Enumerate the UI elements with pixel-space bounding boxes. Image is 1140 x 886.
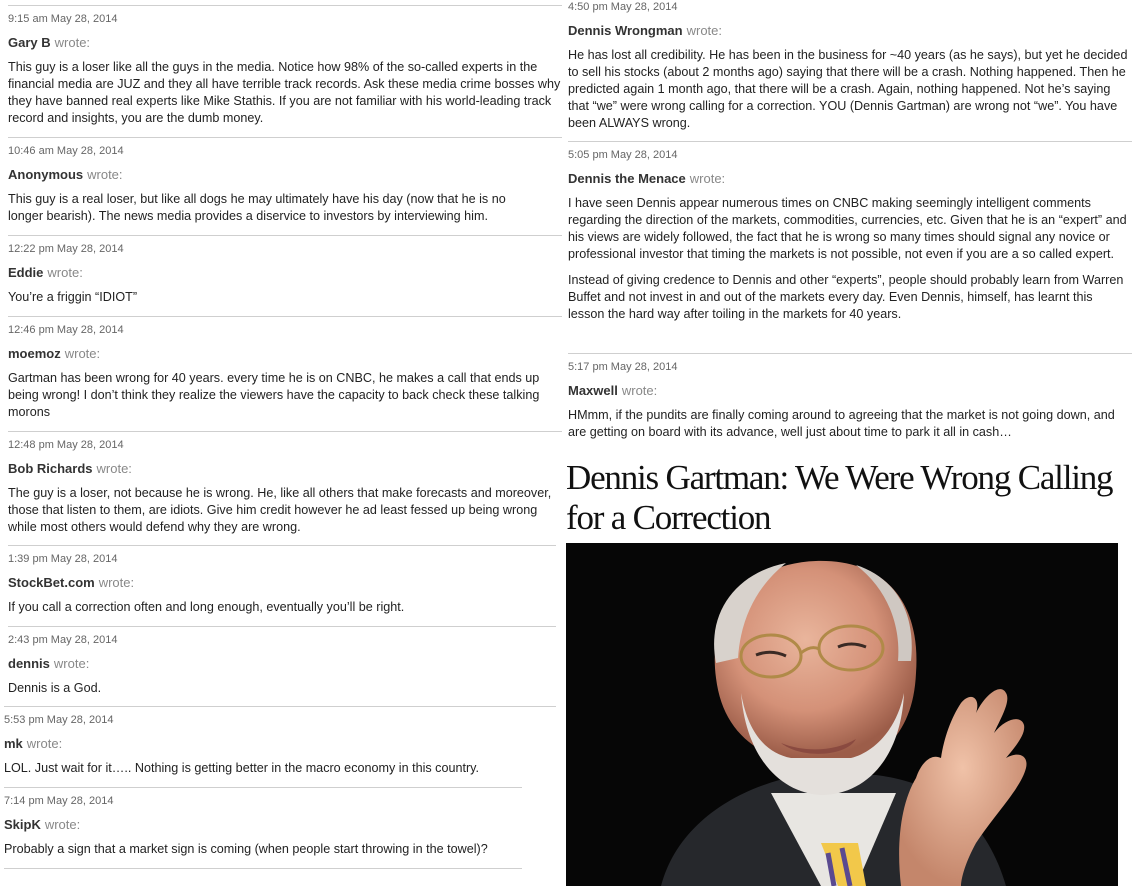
comment-item <box>8 137 562 235</box>
comment-timestamp: 12:22 pm May 28, 2014 <box>8 243 124 255</box>
comment-item <box>4 706 522 787</box>
comment-wrote-label: wrote: <box>54 35 91 50</box>
comment-author-line <box>8 35 90 50</box>
comment-timestamp: 12:46 pm May 28, 2014 <box>8 324 124 336</box>
comment-timestamp: 2:43 pm May 28, 2014 <box>8 634 118 646</box>
comment-body <box>568 47 1130 141</box>
comment-separator <box>568 353 1132 354</box>
comment-item <box>568 0 1130 138</box>
comment-body <box>568 407 1132 450</box>
comment-paragraph: Instead of giving credence to Dennis and other “experts”, people should probably learn from Warren Buffet and not invest in and out of the markets every day. Even Dennis, himself, has learnt this lesson the hard way after toiling in the markets for 40 years. <box>568 273 1124 321</box>
comment-separator <box>8 431 562 432</box>
comment-author[interactable]: Dennis the Menace <box>568 171 686 186</box>
comment-author[interactable]: Anonymous <box>8 167 84 182</box>
comments-left-column <box>0 0 563 886</box>
comment-paragraph: The guy is a loser, not because he is wrong. He, like all others that make forecasts and moreover, those that listen to them, are idiots. Give him credit however he ad least fessed up being wrong while most others would defend why they are wrong. <box>8 486 552 534</box>
comment-separator <box>8 235 562 236</box>
comment-paragraph: HMmm, if the pundits are finally coming around to agreeing that the market is not going down, and are getting on board with its advance, well just about time to park it all in cash… <box>568 408 1115 439</box>
comment-wrote-label: wrote: <box>96 461 132 476</box>
comment-separator <box>4 787 522 788</box>
comment-wrote-label: wrote: <box>53 656 90 671</box>
comment-wrote-label: wrote: <box>44 817 81 832</box>
comment-paragraph: If you call a correction often and long enough, eventually you’ll be right. <box>8 600 405 614</box>
comment-separator <box>8 316 562 317</box>
comment-author[interactable]: mk <box>4 736 23 751</box>
comment-timestamp: 5:17 pm May 28, 2014 <box>568 361 678 373</box>
comment-wrote-label: wrote: <box>621 383 658 398</box>
comment-author-line <box>8 656 89 671</box>
comment-author-line <box>8 346 100 361</box>
comment-separator <box>4 706 556 707</box>
comment-author[interactable]: StockBet.com <box>8 575 95 590</box>
comment-paragraph: Dennis is a God. <box>8 681 102 695</box>
comment-body <box>8 289 562 315</box>
comment-body <box>8 59 562 136</box>
comment-wrote-label: wrote: <box>64 346 101 361</box>
comment-timestamp: 10:46 am May 28, 2014 <box>8 145 124 157</box>
comment-author[interactable]: Eddie <box>8 265 44 280</box>
comment-wrote-label: wrote: <box>689 171 726 186</box>
comment-author[interactable]: moemoz <box>8 346 61 361</box>
comment-author-line <box>568 383 657 398</box>
article-photo <box>566 543 1118 886</box>
comment-paragraph: Probably a sign that a market sign is coming (when people start throwing in the towel)? <box>4 842 488 856</box>
comment-timestamp: 1:39 pm May 28, 2014 <box>8 553 118 565</box>
comment-author-line <box>8 167 123 182</box>
comment-body <box>8 191 532 234</box>
comment-body <box>8 485 552 545</box>
comment-separator <box>8 137 562 138</box>
comment-paragraph: This guy is a loser like all the guys in the media. Notice how 98% of the so-called experts in the financial media are JUZ and they all have terrible track records. Ask these media crime bosses why they have banned real experts like Mike Stathis. If you are not familiar with his world-leading track record and insights, you are the dumb money. <box>8 60 561 125</box>
comment-wrote-label: wrote: <box>47 265 83 280</box>
comment-separator <box>568 141 1132 142</box>
comment-wrote-label: wrote: <box>686 23 723 38</box>
comment-paragraph: Gartman has been wrong for 40 years. every time he is on CNBC, he makes a call that ends up being wrong! I don’t think they realize the viewers have the capacity to back check these talking morons <box>8 371 540 419</box>
comment-author[interactable]: Gary B <box>8 35 51 50</box>
comment-body <box>8 680 556 706</box>
comment-body <box>8 599 556 625</box>
comment-separator <box>8 5 562 6</box>
comment-paragraph: He has lost all credibility. He has been in the business for ~40 years (as he says), but yet he decided to sell his stocks (about 2 months ago) saying that there will be a crash. Nothing happened. Then he predicted again 1 month ago, that there will be a crash. Again, nothing happened. Not he’s saying that “we” were wrong calling for a correction. YOU (Dennis Gartman) are wrong not “we”. You have been ALWAYS wrong. <box>568 48 1128 130</box>
comment-timestamp: 5:53 pm May 28, 2014 <box>4 714 114 726</box>
comment-author-line <box>568 23 722 38</box>
comment-wrote-label: wrote: <box>26 736 63 751</box>
comment-timestamp: 12:48 pm May 28, 2014 <box>8 439 124 451</box>
comment-body <box>4 760 522 786</box>
comment-author[interactable]: Dennis Wrongman <box>568 23 683 38</box>
comment-author[interactable]: SkipK <box>4 817 41 832</box>
comment-wrote-label: wrote: <box>87 167 123 182</box>
comment-paragraph: This guy is a real loser, but like all dogs he may ultimately have his day (now that he is no longer bearish). The news media provides a diservice to investors by interviewing him. <box>8 192 506 223</box>
comment-item <box>8 5 562 137</box>
comment-timestamp: 4:50 pm May 28, 2014 <box>568 1 678 13</box>
comment-item <box>8 545 556 626</box>
comment-author[interactable]: Bob Richards <box>8 461 93 476</box>
comment-item <box>8 235 562 316</box>
comment-separator <box>8 626 556 627</box>
comment-timestamp: 9:15 am May 28, 2014 <box>8 13 118 25</box>
comment-separator <box>8 545 556 546</box>
comment-author-line <box>8 461 132 476</box>
comment-item <box>4 787 522 886</box>
comment-body <box>4 841 522 867</box>
comment-item <box>568 353 1132 448</box>
comment-paragraph: You’re a friggin “IDIOT” <box>8 290 138 304</box>
comment-item <box>8 626 556 707</box>
comment-wrote-label: wrote: <box>98 575 135 590</box>
comment-body <box>568 195 1132 332</box>
comment-item <box>8 431 562 545</box>
comment-author[interactable]: Maxwell <box>568 383 618 398</box>
comment-author-line <box>8 265 83 280</box>
comment-timestamp: 7:14 pm May 28, 2014 <box>4 795 114 807</box>
comment-item <box>8 316 562 431</box>
comment-paragraph: LOL. Just wait for it….. Nothing is getting better in the macro economy in this country. <box>4 761 480 775</box>
comment-author-line <box>4 736 62 751</box>
portrait-illustration <box>566 543 1118 886</box>
comment-paragraph: I have seen Dennis appear numerous times on CNBC making seemingly intelligent comments regarding the direction of the markets, commodities, currencies, etc. Given that he is an “expert” and his views are widely followed, the fact that he is wrong so many times should signal any novice or professional investor that timing the markets is not possible, not even if you are a so called expert. <box>568 196 1127 261</box>
comment-author-line <box>4 817 80 832</box>
comment-author-line <box>8 575 134 590</box>
comment-body <box>8 370 562 430</box>
comment-author[interactable]: dennis <box>8 656 50 671</box>
comment-timestamp: 5:05 pm May 28, 2014 <box>568 149 678 161</box>
article-headline[interactable]: Dennis Gartman: We Were Wrong Calling for a Correction <box>566 458 1113 537</box>
comment-author-line <box>568 171 725 186</box>
comment-item <box>568 141 1132 354</box>
comment-separator <box>4 868 522 869</box>
